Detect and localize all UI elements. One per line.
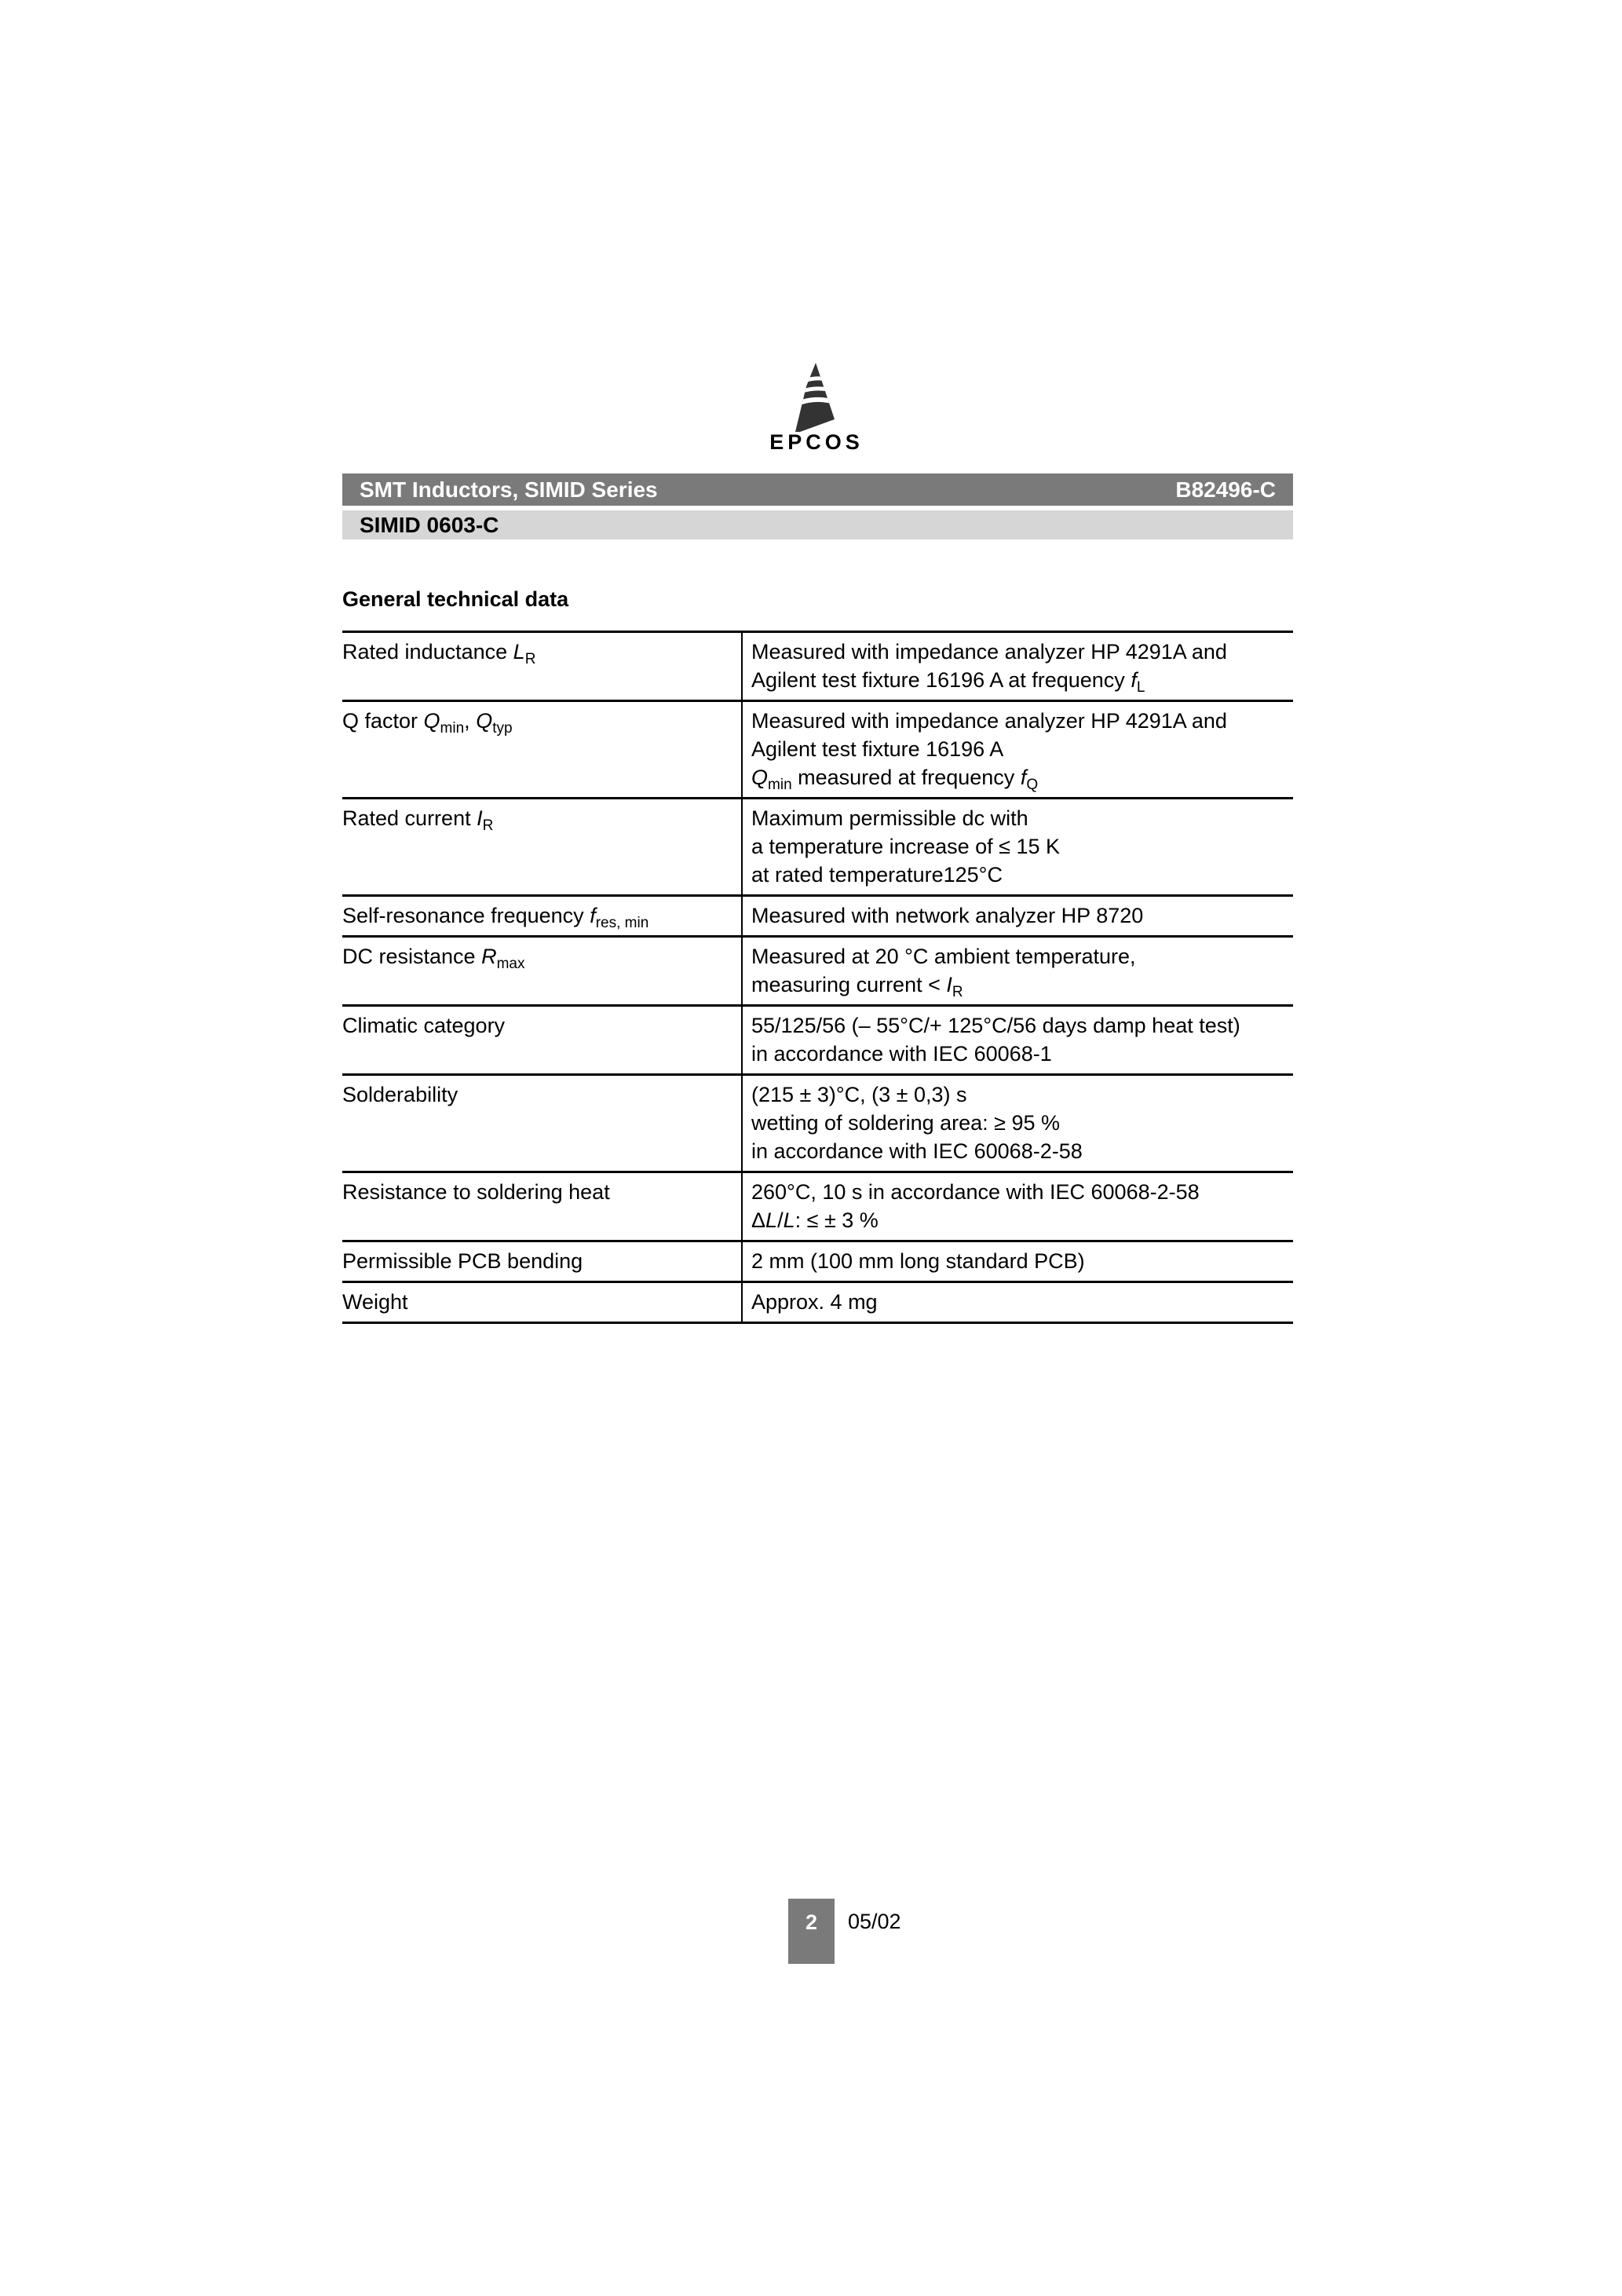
text-run: f	[1020, 766, 1027, 789]
description-cell	[742, 1075, 1293, 1172]
text-line	[342, 1080, 741, 1109]
subscript: L	[1136, 679, 1145, 696]
table-row	[342, 896, 1293, 937]
description-cell	[742, 1241, 1293, 1282]
text-run: Resistance to soldering heat	[342, 1180, 610, 1204]
section-title: General technical data	[342, 587, 569, 611]
issue-date: 05/02	[848, 1910, 901, 1933]
text-run: Approx. 4 mg	[751, 1290, 878, 1314]
parameter-cell	[342, 1282, 742, 1323]
text-run: I	[946, 973, 952, 996]
text-run: Weight	[342, 1290, 408, 1314]
text-run: 260°C, 10 s in accordance with IEC 60068-2-58	[751, 1180, 1200, 1204]
table-row	[342, 1006, 1293, 1075]
text-run: I	[477, 806, 483, 830]
text-line	[751, 1040, 1293, 1068]
parameter-cell	[342, 632, 742, 701]
subscript: max	[496, 956, 525, 972]
parameter-cell	[342, 1172, 742, 1241]
text-line	[342, 1011, 741, 1040]
text-line	[751, 1288, 1293, 1316]
text-line	[342, 1247, 741, 1275]
text-run: : ≤ ± 3 %	[795, 1208, 879, 1232]
text-run: Measured with impedance analyzer HP 4291A and	[751, 640, 1227, 664]
text-line	[751, 666, 1293, 694]
description-cell	[742, 937, 1293, 1006]
text-run: a temperature increase of ≤ 15 K	[751, 835, 1061, 858]
description-cell	[742, 701, 1293, 799]
parameter-cell	[342, 1006, 742, 1075]
technical-data-table	[342, 631, 1293, 1324]
text-run: Δ	[751, 1208, 766, 1232]
text-run: at rated temperature125°C	[751, 863, 1003, 887]
text-line	[342, 942, 741, 971]
parameter-cell	[342, 1241, 742, 1282]
table-row	[342, 632, 1293, 701]
text-line	[751, 1080, 1293, 1109]
table-row	[342, 937, 1293, 1006]
text-line	[751, 971, 1293, 999]
text-run: Q	[751, 766, 769, 789]
text-line	[751, 763, 1293, 792]
text-run: L	[783, 1208, 795, 1232]
part-number: B82496-C	[1175, 477, 1276, 502]
text-run: measuring current <	[751, 973, 947, 996]
text-line	[751, 1109, 1293, 1137]
text-line	[751, 1247, 1293, 1275]
text-run: Agilent test fixture 16196 A at frequency	[751, 668, 1131, 692]
text-run: Q	[423, 709, 440, 733]
text-line	[751, 942, 1293, 971]
text-run: 55/125/56 (– 55°C/+ 125°C/56 days damp heat test)	[751, 1014, 1240, 1037]
text-run: wetting of soldering area: ≥ 95 %	[751, 1111, 1061, 1135]
text-run: Self-resonance frequency	[342, 904, 590, 927]
subscript: min	[440, 720, 465, 737]
subscript: R	[482, 817, 494, 834]
text-line	[751, 707, 1293, 735]
text-run: Measured with network analyzer HP 8720	[751, 904, 1144, 927]
text-line	[751, 1137, 1293, 1165]
text-line	[342, 638, 741, 666]
parameter-cell	[342, 937, 742, 1006]
header-bar	[342, 473, 1293, 506]
description-cell	[742, 1172, 1293, 1241]
product-name: SIMID 0603-C	[360, 513, 499, 537]
text-run: Solderability	[342, 1083, 458, 1106]
description-cell	[742, 1282, 1293, 1323]
text-run: /	[777, 1208, 784, 1232]
table-row	[342, 1241, 1293, 1282]
text-line	[751, 901, 1293, 930]
text-run: Agilent test fixture 16196 A	[751, 737, 1004, 761]
parameter-cell	[342, 1075, 742, 1172]
page-number: 2	[788, 1899, 835, 1964]
text-line	[342, 1288, 741, 1316]
text-line	[342, 804, 741, 832]
table-row	[342, 799, 1293, 896]
text-run: measured at frequency	[791, 766, 1021, 789]
text-run: Rated current	[342, 806, 477, 830]
subscript: min	[768, 777, 792, 793]
text-line	[751, 735, 1293, 763]
text-run: Maximum permissible dc with	[751, 806, 1028, 830]
text-line	[751, 1011, 1293, 1040]
text-run: in accordance with IEC 60068-2-58	[751, 1139, 1083, 1163]
text-run: 2 mm (100 mm long standard PCB)	[751, 1249, 1085, 1273]
text-run: ,	[464, 709, 477, 733]
text-run: Q factor	[342, 709, 424, 733]
table-row	[342, 701, 1293, 799]
description-cell	[742, 1006, 1293, 1075]
text-run: L	[513, 640, 525, 664]
table-row	[342, 1075, 1293, 1172]
table-row	[342, 1282, 1293, 1323]
description-cell	[742, 632, 1293, 701]
text-run: f	[1131, 668, 1137, 692]
subscript: res, min	[595, 915, 649, 931]
text-run: DC resistance	[342, 945, 482, 968]
parameter-cell	[342, 799, 742, 896]
text-run: Measured at 20 °C ambient temperature,	[751, 945, 1136, 968]
text-run: Measured with impedance analyzer HP 4291A and	[751, 709, 1227, 733]
subscript: Q	[1026, 777, 1039, 793]
text-line	[751, 638, 1293, 666]
text-line	[751, 804, 1293, 832]
text-run: Q	[476, 709, 493, 733]
text-run: in accordance with IEC 60068-1	[751, 1042, 1052, 1066]
text-line	[751, 1206, 1293, 1234]
product-bar	[342, 510, 1293, 539]
subscript: R	[952, 984, 963, 1000]
parameter-cell	[342, 896, 742, 937]
text-line	[751, 1178, 1293, 1206]
text-run: (215 ± 3)°C, (3 ± 0,3) s	[751, 1083, 967, 1106]
description-cell	[742, 799, 1293, 896]
text-run: Rated inductance	[342, 640, 513, 664]
epcos-logo-icon	[780, 363, 850, 433]
subscript: R	[524, 651, 536, 667]
text-line	[342, 707, 741, 735]
parameter-cell	[342, 701, 742, 799]
text-line	[342, 1178, 741, 1206]
text-run: Permissible PCB bending	[342, 1249, 583, 1273]
text-run: L	[765, 1208, 778, 1232]
table-row	[342, 1172, 1293, 1241]
description-cell	[742, 896, 1293, 937]
text-line	[751, 832, 1293, 861]
text-line	[751, 861, 1293, 889]
subscript: typ	[492, 720, 513, 737]
series-title: SMT Inductors, SIMID Series	[360, 477, 658, 502]
text-run: Climatic category	[342, 1014, 506, 1037]
text-line	[342, 901, 741, 930]
text-run: R	[481, 945, 497, 968]
logo-text: EPCOS	[769, 430, 864, 454]
text-run: f	[590, 904, 596, 927]
